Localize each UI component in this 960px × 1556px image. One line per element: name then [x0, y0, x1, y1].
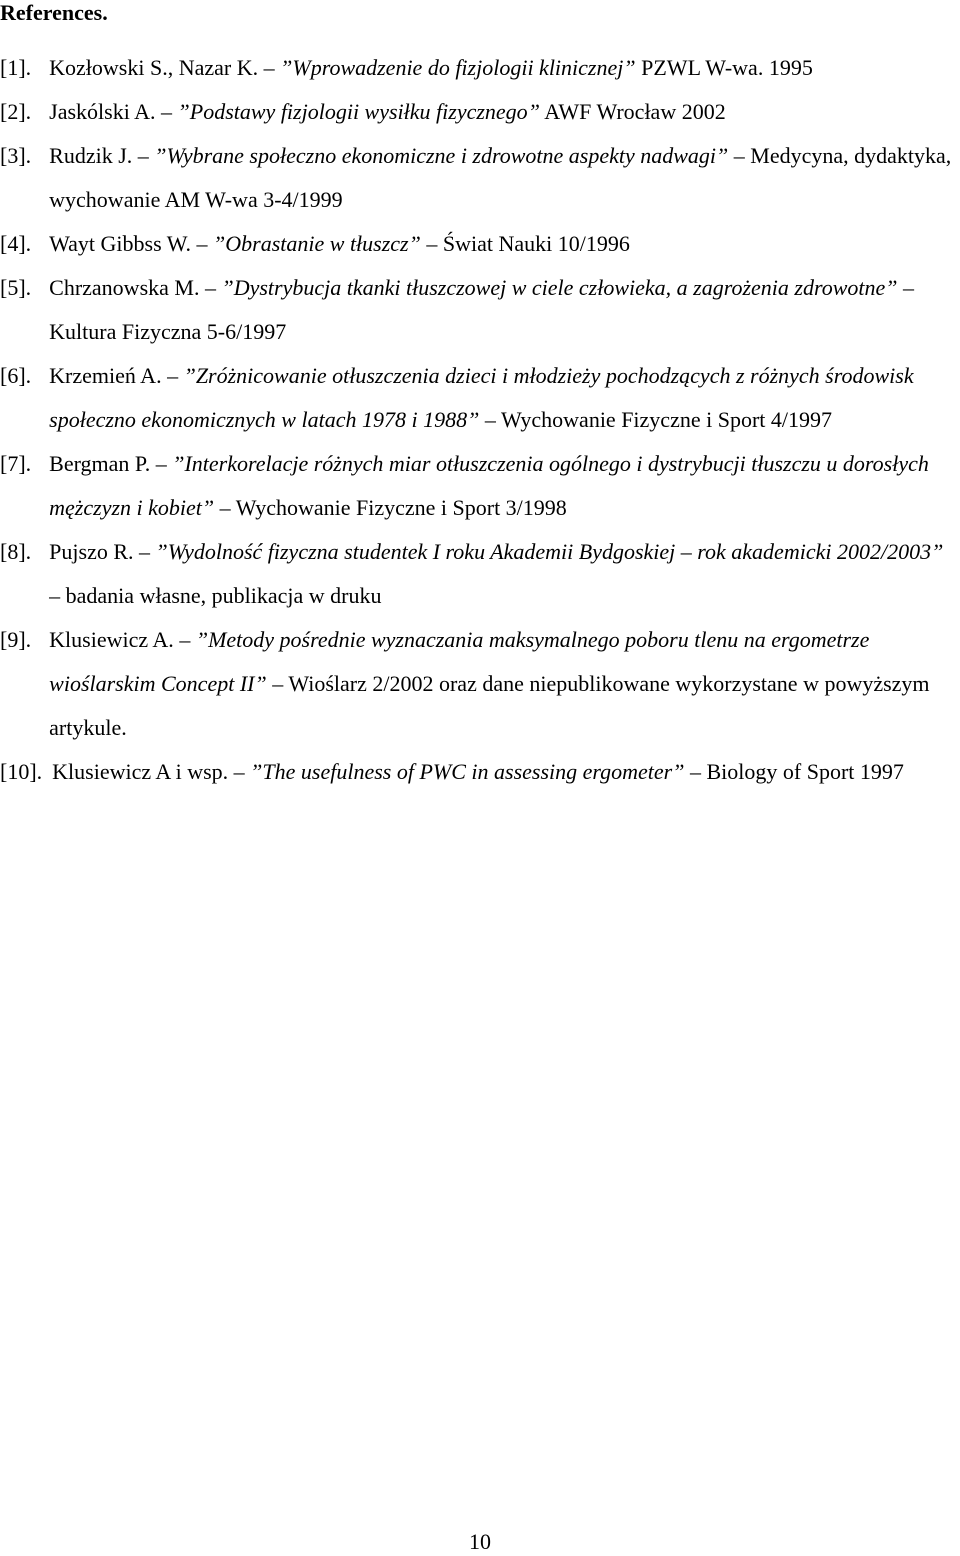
- reference-author: Pujszo R.: [49, 539, 134, 564]
- reference-number: [4].: [0, 231, 32, 256]
- reference-list: [0, 46, 958, 794]
- reference-item-7: [0, 442, 958, 530]
- page-number: 10: [469, 1529, 491, 1554]
- reference-author: Klusiewicz A.: [49, 627, 174, 652]
- reference-author: Krzemień A.: [49, 363, 162, 388]
- reference-source: Biology of Sport 1997: [706, 759, 904, 784]
- reference-title: ”Wybrane społeczno ekonomiczne i zdrowotne aspekty nadwagi”: [154, 143, 729, 168]
- reference-source: PZWL W-wa. 1995: [641, 55, 813, 80]
- reference-text: Klusiewicz A i wsp. – ”The usefulness of PWC in assessing ergometer” – Biology of Sport 1997: [52, 759, 904, 784]
- reference-number: [3].: [0, 143, 32, 168]
- reference-text: Wayt Gibbss W. – ”Obrastanie w tłuszcz” – Świat Nauki 10/1996: [49, 231, 630, 256]
- reference-number: [9].: [0, 627, 32, 652]
- reference-title: ”Obrastanie w tłuszcz”: [213, 231, 421, 256]
- reference-item-10: [0, 750, 958, 794]
- reference-author: Rudzik J.: [49, 143, 133, 168]
- reference-item-6: [0, 354, 958, 442]
- reference-title: ”Dystrybucja tkanki tłuszczowej w ciele człowieka, a zagrożenia zdrowotne”: [221, 275, 898, 300]
- reference-source: AWF Wrocław 2002: [544, 99, 726, 124]
- reference-author: Kozłowski S., Nazar K.: [49, 55, 259, 80]
- reference-author: Klusiewicz A i wsp.: [52, 759, 229, 784]
- reference-text: Jaskólski A. – ”Podstawy fizjologii wysiłku fizycznego” AWF Wrocław 2002: [49, 99, 726, 124]
- reference-number: [7].: [0, 451, 32, 476]
- reference-text: Klusiewicz A. – ”Metody pośrednie wyznaczania maksymalnego poboru tlenu na ergometrze wioślarskim Concept II” – Wioślarz 2/2002 oraz dane niepublikowane wykorzystane w powyższym artykule.: [49, 627, 930, 740]
- reference-author: Chrzanowska M.: [49, 275, 200, 300]
- reference-title: ”The usefulness of PWC in assessing ergometer”: [250, 759, 685, 784]
- reference-title: ”Wydolność fizyczna studentek I roku Akademii Bydgoskiej – rok akademicki 2002/2003”: [155, 539, 944, 564]
- reference-item-3: [0, 134, 958, 222]
- reference-author: Bergman P.: [49, 451, 151, 476]
- reference-number: [5].: [0, 275, 32, 300]
- reference-source: Kultura Fizyczna 5-6/1997: [49, 319, 287, 344]
- reference-source: Wychowanie Fizyczne i Sport 3/1998: [235, 495, 567, 520]
- reference-number: [1].: [0, 55, 32, 80]
- reference-title: ”Interkorelacje różnych miar otłuszczenia ogólnego i dystrybucji tłuszczu u dorosłych mężczyzn i kobiet”: [49, 451, 929, 520]
- reference-source: badania własne, publikacja w druku: [65, 583, 382, 608]
- reference-title: ”Podstawy fizjologii wysiłku fizycznego”: [177, 99, 540, 124]
- reference-text: Krzemień A. – ”Zróżnicowanie otłuszczenia dzieci i młodzieży pochodzących z różnych środowisk społeczno ekonomicznych w latach 1978 i 1988” – Wychowanie Fizyczne i Sport 4/1997: [49, 363, 914, 432]
- reference-number: [2].: [0, 99, 32, 124]
- reference-text: Kozłowski S., Nazar K. – ”Wprowadzenie do fizjologii klinicznej” PZWL W-wa. 1995: [49, 55, 813, 80]
- reference-source: Świat Nauki 10/1996: [442, 231, 630, 256]
- reference-item-4: [0, 222, 958, 266]
- reference-item-5: [0, 266, 958, 354]
- reference-source: Medycyna, dydaktyka, wychowanie AM W-wa 3-4/1999: [49, 143, 952, 212]
- reference-item-1: [0, 46, 958, 90]
- reference-source: Wychowanie Fizyczne i Sport 4/1997: [500, 407, 832, 432]
- reference-number: [8].: [0, 539, 32, 564]
- reference-author: Jaskólski A.: [49, 99, 156, 124]
- reference-source: Wioślarz 2/2002 oraz dane niepublikowane wykorzystane w powyższym artykule.: [49, 671, 930, 740]
- reference-item-8: [0, 530, 958, 618]
- reference-text: Pujszo R. – ”Wydolność fizyczna studentek I roku Akademii Bydgoskiej – rok akademicki 2002/2003” – badania własne, publikacja w druku: [49, 539, 944, 608]
- reference-number: [10].: [0, 759, 43, 784]
- reference-item-9: [0, 618, 958, 750]
- reference-text: Bergman P. – ”Interkorelacje różnych miar otłuszczenia ogólnego i dystrybucji tłuszczu u dorosłych mężczyzn i kobiet” – Wychowanie Fizyczne i Sport 3/1998: [49, 451, 929, 520]
- reference-item-2: [0, 90, 958, 134]
- reference-number: [6].: [0, 363, 32, 388]
- reference-title: ”Wprowadzenie do fizjologii klinicznej”: [280, 55, 636, 80]
- reference-author: Wayt Gibbss W.: [49, 231, 192, 256]
- reference-text: Chrzanowska M. – ”Dystrybucja tkanki tłuszczowej w ciele człowieka, a zagrożenia zdrowotne” – Kultura Fizyczna 5-6/1997: [49, 275, 915, 344]
- reference-title: ”Zróżnicowanie otłuszczenia dzieci i młodzieży pochodzących z różnych środowisk społeczno ekonomicznych w latach 1978 i 1988”: [49, 363, 914, 432]
- reference-title: ”Metody pośrednie wyznaczania maksymalnego poboru tlenu na ergometrze wioślarskim Concept II”: [49, 627, 870, 696]
- reference-text: Rudzik J. – ”Wybrane społeczno ekonomiczne i zdrowotne aspekty nadwagi” – Medycyna, dydaktyka, wychowanie AM W-wa 3-4/1999: [49, 143, 952, 212]
- references-heading: References.: [0, 0, 108, 25]
